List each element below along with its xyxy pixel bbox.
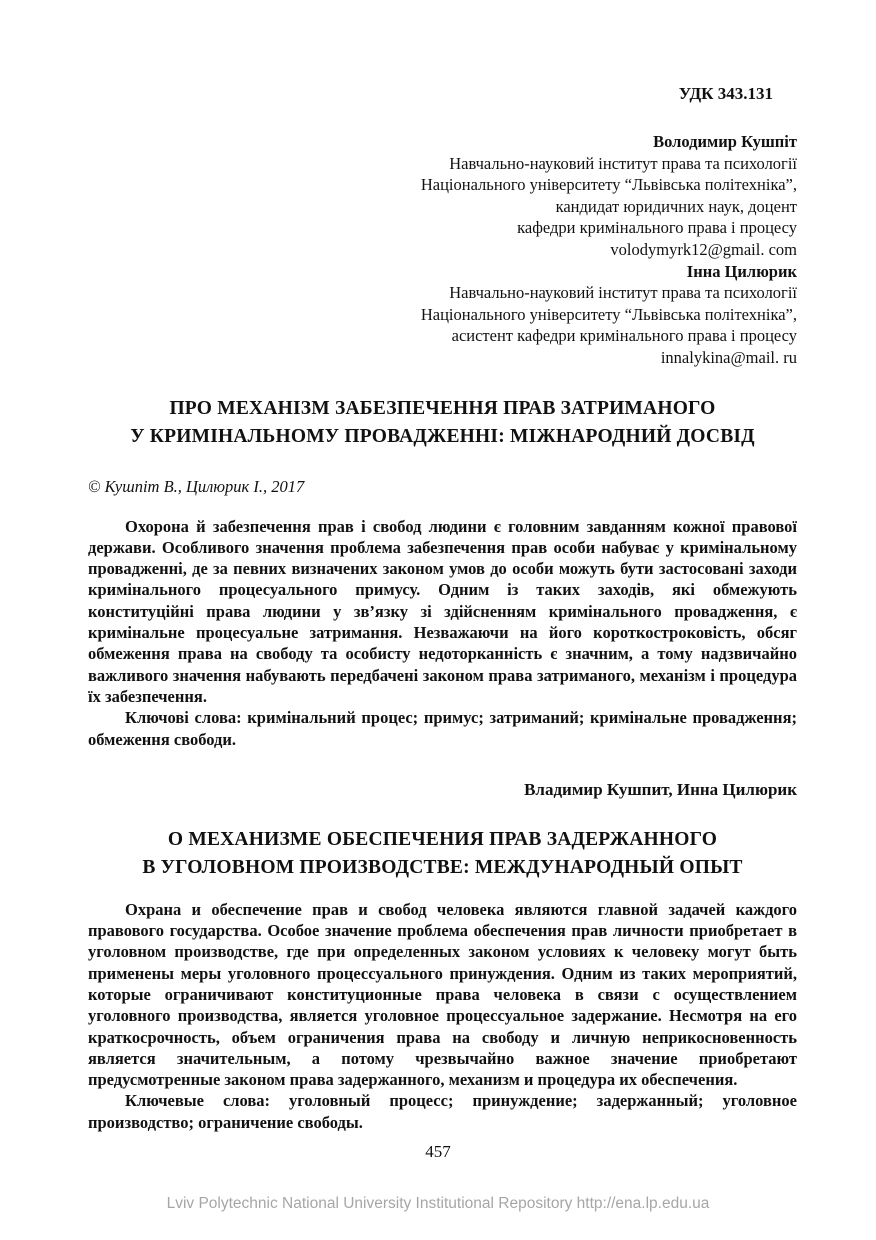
author-2-affiliation-line-1: Навчально-науковий інститут права та психології [449,283,797,303]
article-title-ua-line1: ПРО МЕХАНІЗМ ЗАБЕЗПЕЧЕННЯ ПРАВ ЗАТРИМАНОГО [169,397,716,419]
copyright-line: © Кушпіт В., Цилюрик І., 2017 [88,476,305,496]
author-1-affiliation-line-4: кафедри кримінального права і процесу [517,218,797,238]
article-title-ua [88,395,797,451]
article-title-ru-line2: В УГОЛОВНОМ ПРОИЗВОДСТВЕ: МЕЖДУНАРОДНЫЙ ОПЫТ [142,856,743,878]
author-name-2: Інна Цилюрик [686,261,797,281]
abstract-ua: Охорона й забезпечення прав і свобод людини є головним завданням кожної правової держави. Особливого значення проблема забезпечення прав особи набуває у кримінальному провадженні, де за певних визначених законом умов до особи можуть бути застосовані заходи кримінального процесуального примусу. Одним із таких заходів, які обмежують конституційні права людини у зв’язку зі здійсненням кримінального провадження, є кримінальне процесуальне затримання. Незважаючи на його короткостроковість, обсяг обмеження права на свободу та особисту недоторканність є значним, а тому надзвичайно важливого значення набувають передбачені законом права затриманого, механізм і процедура їх забезпечення. [88,516,797,706]
keywords-ru: Ключевые слова: уголовный процесс; принуждение; задержанный; уголовное производство; ограничение свободы. [88,1091,797,1132]
article-title-ru [88,826,797,882]
repository-footer: Lviv Polytechnic National University Institutional Repository http://ena.lp.edu.ua [166,1195,710,1212]
authors-ru-line: Владимир Кушпит, Инна Цилюрик [524,779,797,799]
author-1-affiliation-line-2: Національного університету “Львівська політехніка”, [420,175,797,195]
author-name-1: Володимир Кушпіт [653,132,797,151]
page-number: 457 [425,1142,451,1161]
article-title-ru-line1: О МЕХАНИЗМЕ ОБЕСПЕЧЕНИЯ ПРАВ ЗАДЕРЖАННОГО [167,828,718,850]
author-2-affiliation-line-2: Національного університету “Львівська політехніка”, [420,304,797,324]
abstract-ru: Охрана и обеспечение прав и свобод человека являются главной задачей каждого правового государства. Особое значение проблема обеспечения прав личности приобретает в уголовном производстве, где при определенных законом условиях к человеку могут быть применены меры уголовного процессуального принуждения. Одним из таких мероприятий, которые ограничивают конституционные права человека в связи с осуществлением уголовного производства, является уголовное процессуальное задержание. Несмотря на его краткосрочность, объем ограничения права на свободу и личную неприкосновенность является значительным, а потому чрезвычайно важное значение приобретают предусмотренные законом права задержанного, механизм и процедура их обеспечения. [88,899,797,1090]
author-1-affiliation-line-1: Навчально-науковий інститут права та психології [449,153,797,173]
author-2-affiliation-line-3: асистент кафедри кримінального права і процесу [451,326,797,346]
keywords-ua: Ключові слова: кримінальний процес; примус; затриманий; кримінальне провадження; обмеження свободи. [88,708,797,749]
author-1-affiliation-line-3: кандидат юридичних наук, доцент [555,196,797,216]
article-title-ua-line2: У КРИМІНАЛЬНОМУ ПРОВАДЖЕННІ: МІЖНАРОДНИЙ ДОСВІД [130,425,755,447]
authors-block [88,131,797,369]
author-2-email: innalykina@mail. ru [660,347,797,367]
author-1-email: volodymyrk12@gmail. com [610,239,797,259]
udc-code: УДК 343.131 [678,84,773,103]
